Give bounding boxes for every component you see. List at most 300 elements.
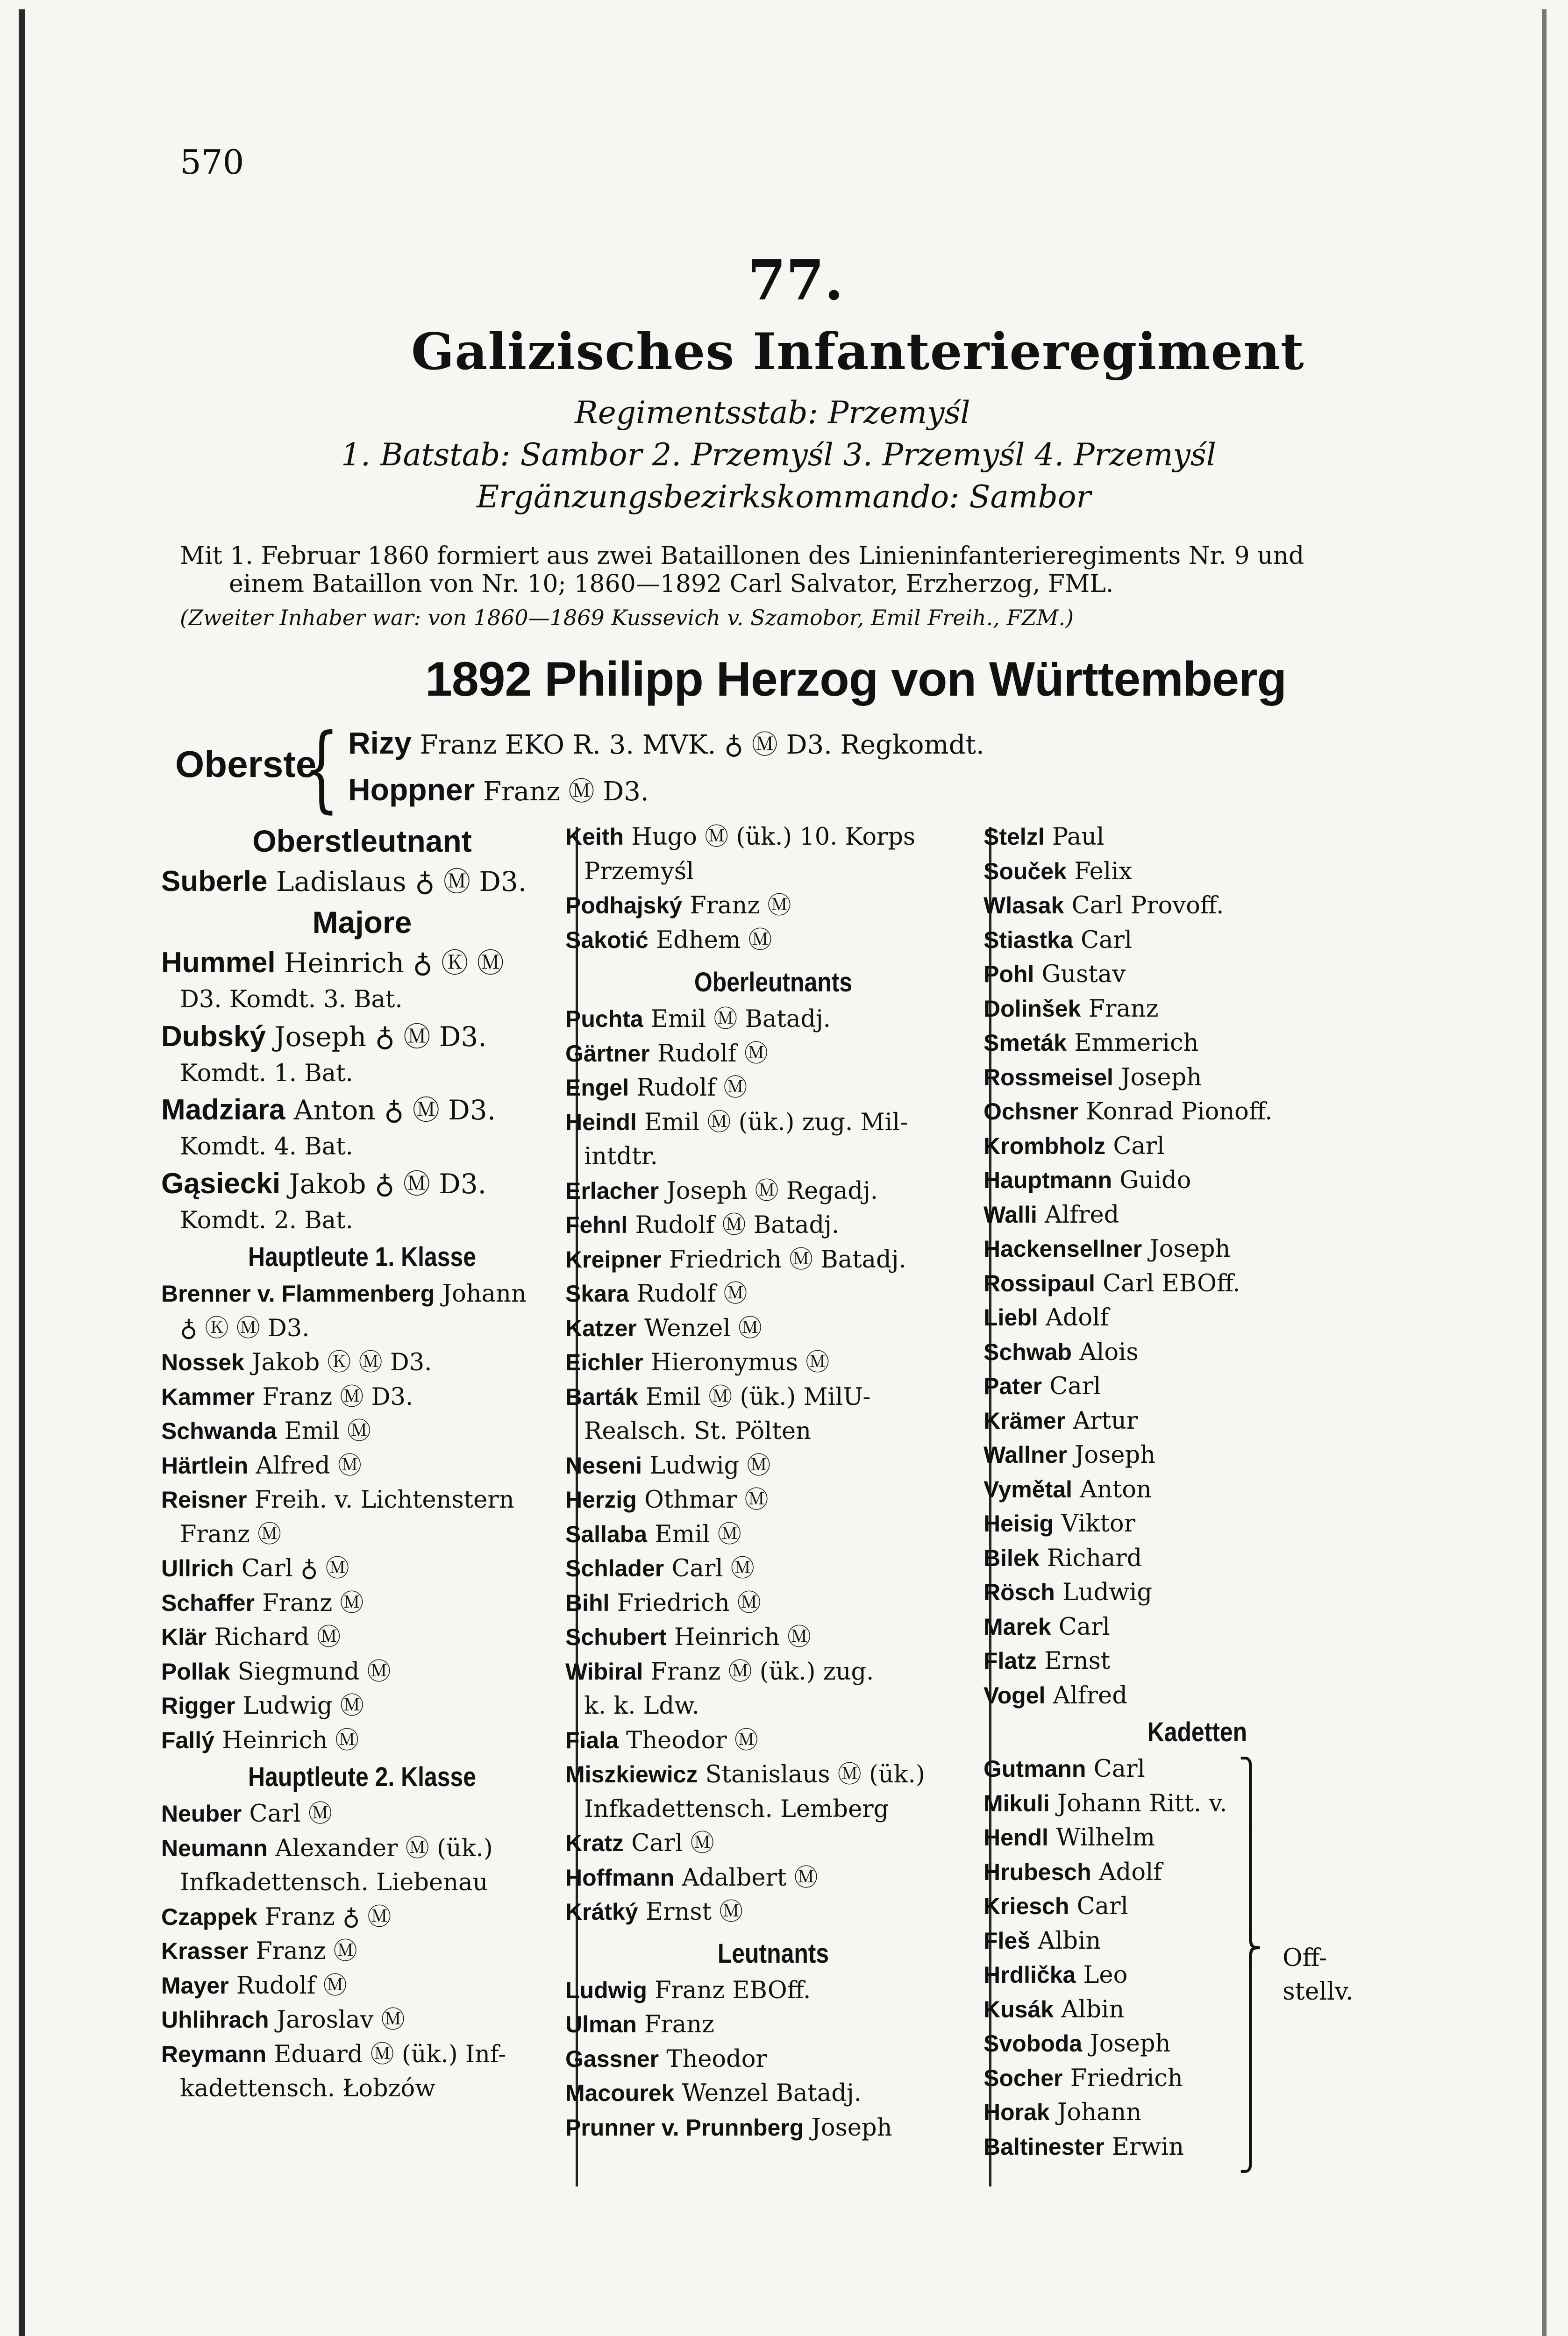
entry-name: Dolinšek bbox=[984, 995, 1081, 1022]
section-heading: Oberleutnants bbox=[694, 967, 853, 997]
entry-name: Kreipner bbox=[565, 1246, 662, 1273]
entry-details: Albin bbox=[1061, 1995, 1125, 2023]
entry-name: Schubert bbox=[565, 1624, 667, 1650]
list-item bbox=[984, 1267, 1339, 1301]
entry-details: Adalbert Ⓜ bbox=[682, 1864, 818, 1892]
entry-details: Friedrich bbox=[1070, 2064, 1183, 2092]
entry-details: Joseph bbox=[1090, 2030, 1171, 2058]
entry-details: Carl bbox=[1076, 1893, 1128, 1920]
list-item bbox=[565, 1037, 981, 1071]
list-item bbox=[161, 862, 563, 901]
list-item bbox=[565, 1208, 981, 1243]
list-item-continuation: k. k. Ldw. bbox=[584, 1692, 699, 1720]
entry-name: Gutmann bbox=[984, 1756, 1086, 1782]
list-item-continuation: Komdt. 4. Bat. bbox=[180, 1133, 353, 1161]
entry-name: Gassner bbox=[565, 2045, 659, 2072]
entry-details: Carl bbox=[1081, 926, 1133, 954]
entry-details: Friedrich Ⓜ bbox=[617, 1589, 761, 1617]
page-number: 570 bbox=[180, 142, 244, 182]
list-item-continuation: Infkadettensch. Lemberg bbox=[584, 1795, 889, 1823]
list-item bbox=[565, 1552, 981, 1586]
list-item-continuation: ♁ Ⓚ Ⓜ D3. bbox=[180, 1314, 310, 1342]
entry-details: Franz Ⓜ (ük.) zug. bbox=[650, 1658, 874, 1686]
entry-name: Kammer bbox=[161, 1383, 255, 1410]
entry-name: Krämer bbox=[984, 1407, 1066, 1434]
entry-name: Uhlihrach bbox=[161, 2007, 269, 2033]
entry-details: Hieronymus Ⓜ bbox=[650, 1349, 830, 1376]
list-item bbox=[161, 1414, 563, 1449]
list-item bbox=[161, 2037, 563, 2072]
entry-name: Sallaba bbox=[565, 1521, 648, 1547]
list-item-continuation: Przemyśl bbox=[584, 857, 694, 885]
entry-name: Wallner bbox=[984, 1442, 1067, 1468]
entry-name: Ulman bbox=[565, 2011, 637, 2037]
list-item bbox=[984, 1610, 1339, 1645]
entry-details: Anton bbox=[1080, 1475, 1152, 1503]
list-item bbox=[565, 1655, 981, 1689]
entry-details: Jakob Ⓚ Ⓜ D3. bbox=[252, 1349, 432, 1376]
entry-details: Emil Ⓜ bbox=[284, 1417, 371, 1445]
entry-name: Neumann bbox=[161, 1835, 268, 1861]
list-item-continuation: Komdt. 1. Bat. bbox=[180, 1059, 353, 1087]
entry-details: Joseph Ⓜ Regadj. bbox=[666, 1177, 878, 1205]
list-item bbox=[984, 1369, 1339, 1404]
list-item bbox=[161, 1017, 563, 1056]
entry-details: Rudolf Ⓜ bbox=[657, 1040, 768, 1068]
entry-name: Engel bbox=[565, 1075, 629, 1101]
entry-details: Alfred bbox=[1045, 1201, 1119, 1229]
entry-details: Johann bbox=[1057, 2099, 1142, 2126]
list-item bbox=[984, 1335, 1339, 1370]
regimentsstab: Regimentsstab: Przemyśl bbox=[575, 395, 970, 431]
oberst-name: Rizy bbox=[348, 726, 412, 760]
list-item bbox=[984, 2061, 1339, 2096]
kadetten-brace-icon: ⎫ ⎪ ⎪ ⎪ ⎪ ⎬ ⎪ ⎪ ⎪ ⎪ ⎪ ⎭ bbox=[1238, 1757, 1263, 2173]
list-item-continuation: intdtr. bbox=[584, 1143, 658, 1170]
list-item bbox=[565, 1724, 981, 1758]
list-item bbox=[984, 1575, 1339, 1610]
entry-name: Fehnl bbox=[565, 1212, 628, 1238]
entry-details: Joseph bbox=[1074, 1441, 1155, 1469]
list-item-continuation: D3. Komdt. 3. Bat. bbox=[180, 986, 403, 1013]
entry-details: Joseph ♁ Ⓜ D3. bbox=[274, 1020, 487, 1053]
entry-details: Ernst bbox=[1044, 1647, 1111, 1675]
entry-name: Hauptmann bbox=[984, 1167, 1112, 1193]
entry-name: Hummel bbox=[161, 947, 276, 979]
entry-details: Carl bbox=[1093, 1755, 1145, 1783]
entry-name: Fleš bbox=[984, 1927, 1031, 1954]
entry-name: Krombholz bbox=[984, 1132, 1106, 1159]
entry-details: Emmerich bbox=[1074, 1029, 1199, 1057]
entry-details: Heinrich ♁ Ⓚ Ⓜ bbox=[284, 947, 504, 979]
brace-icon: { bbox=[304, 714, 340, 823]
entry-details: Theodor bbox=[666, 2045, 767, 2073]
list-item bbox=[984, 1541, 1339, 1576]
entry-details: Erwin bbox=[1112, 2133, 1184, 2161]
list-item bbox=[984, 1301, 1339, 1335]
list-item bbox=[565, 1449, 981, 1483]
entry-name: Miszkiewicz bbox=[565, 1761, 698, 1788]
list-item bbox=[984, 1061, 1339, 1095]
oberst-details: Franz EKO R. 3. MVK. ♁ Ⓜ D3. Regkomdt. bbox=[420, 730, 984, 760]
list-item bbox=[984, 923, 1339, 958]
entry-details: Jaroslav Ⓜ bbox=[276, 2006, 405, 2034]
list-item bbox=[984, 1855, 1339, 1890]
entry-details: Emil Ⓜ bbox=[655, 1520, 741, 1548]
entry-details: Felix bbox=[1074, 857, 1133, 885]
entry-details: Rudolf Ⓜ Batadj. bbox=[635, 1211, 840, 1239]
entry-details: Stanislaus Ⓜ (ük.) bbox=[705, 1761, 925, 1788]
list-item bbox=[984, 992, 1339, 1026]
list-item bbox=[984, 1679, 1339, 1713]
list-item bbox=[984, 2130, 1339, 2165]
list-item bbox=[565, 889, 981, 923]
list-item bbox=[565, 1758, 981, 1792]
entry-name: Kusák bbox=[984, 1996, 1054, 2023]
list-item bbox=[161, 1090, 563, 1130]
entry-name: Souček bbox=[984, 858, 1067, 884]
list-item bbox=[161, 943, 563, 983]
list-item bbox=[984, 2027, 1339, 2061]
section-heading: Oberstleutnant bbox=[252, 824, 472, 858]
entry-name: Pollak bbox=[161, 1658, 230, 1685]
entry-details: Emil Ⓜ (ük.) zug. Mil- bbox=[644, 1108, 908, 1136]
entry-name: Baltinester bbox=[984, 2133, 1105, 2160]
list-item bbox=[984, 1026, 1339, 1061]
section-heading: Majore bbox=[312, 905, 412, 940]
list-item bbox=[565, 1311, 981, 1346]
entry-details: Emil Ⓜ (ük.) MilU- bbox=[645, 1383, 871, 1411]
entry-name: Flatz bbox=[984, 1648, 1037, 1674]
column-2 bbox=[565, 820, 981, 2145]
entry-details: Johann bbox=[442, 1280, 527, 1308]
list-item bbox=[565, 1483, 981, 1517]
list-item bbox=[984, 1232, 1339, 1267]
list-item bbox=[984, 1095, 1339, 1129]
regiment-number: 77. bbox=[748, 248, 844, 313]
entry-name: Fiala bbox=[565, 1727, 619, 1753]
list-item bbox=[984, 1473, 1339, 1507]
entry-details: Carl Ⓜ bbox=[631, 1830, 714, 1857]
list-item bbox=[565, 1243, 981, 1277]
entry-name: Reymann bbox=[161, 2041, 267, 2067]
list-item bbox=[565, 2111, 981, 2145]
entry-details: Hugo Ⓜ (ük.) 10. Korps bbox=[631, 823, 916, 851]
entry-details: Franz Ⓜ bbox=[690, 892, 791, 919]
entry-details: Alois bbox=[1079, 1338, 1139, 1366]
list-item bbox=[565, 1105, 981, 1140]
list-item bbox=[161, 1483, 563, 1517]
list-item bbox=[161, 1277, 563, 1311]
list-item bbox=[565, 1277, 981, 1311]
entry-name: Prunner v. Prunnberg bbox=[565, 2114, 804, 2141]
entry-name: Ochsner bbox=[984, 1098, 1078, 1125]
entry-name: Erlacher bbox=[565, 1177, 659, 1204]
entry-name: Ludwig bbox=[565, 1977, 647, 2003]
list-item bbox=[565, 2042, 981, 2077]
list-item bbox=[161, 1934, 563, 1969]
inhaber-heading: 1892 Philipp Herzog von Württemberg bbox=[425, 652, 1287, 706]
entry-details: Richard bbox=[1047, 1544, 1142, 1572]
oberst-entry bbox=[348, 771, 649, 808]
list-item bbox=[984, 1752, 1339, 1787]
entry-name: Herzig bbox=[565, 1487, 637, 1513]
list-item bbox=[565, 2076, 981, 2111]
list-item bbox=[565, 923, 981, 958]
entry-name: Horak bbox=[984, 2099, 1050, 2125]
entry-name: Hrdlička bbox=[984, 1962, 1076, 1988]
list-item bbox=[565, 1346, 981, 1380]
entry-details: Siegmund Ⓜ bbox=[237, 1658, 391, 1686]
entry-details: Konrad Pionoff. bbox=[1086, 1098, 1273, 1125]
list-item bbox=[565, 1973, 981, 2008]
entry-name: Suberle bbox=[161, 865, 268, 897]
entry-details: Othmar Ⓜ bbox=[644, 1486, 769, 1514]
regiment-title: Galizisches Infanterieregiment bbox=[411, 322, 1304, 381]
entry-details: Franz bbox=[644, 2011, 714, 2038]
list-item-continuation: Infkadettensch. Liebenau bbox=[180, 1869, 488, 1896]
entry-details: Ludwig bbox=[1062, 1579, 1153, 1606]
entry-details: Freih. v. Lichtenstern bbox=[254, 1486, 514, 1514]
list-item bbox=[565, 1071, 981, 1105]
list-item-continuation: Komdt. 2. Bat. bbox=[180, 1206, 353, 1234]
list-item bbox=[984, 855, 1339, 889]
entry-details: Eduard Ⓜ (ük.) Inf- bbox=[274, 2040, 506, 2068]
entry-name: Stelzl bbox=[984, 824, 1045, 850]
entry-details: Carl bbox=[1058, 1613, 1110, 1641]
entry-details: Friedrich Ⓜ Batadj. bbox=[669, 1246, 906, 1274]
entry-details: Ernst Ⓜ bbox=[645, 1898, 743, 1926]
entry-details: Gustav bbox=[1041, 961, 1126, 988]
entry-name: Bihl bbox=[565, 1589, 610, 1616]
entry-name: Pohl bbox=[984, 961, 1034, 987]
entry-name: Hendl bbox=[984, 1824, 1048, 1851]
list-item bbox=[161, 1620, 563, 1655]
oberst-name: Hoppner bbox=[348, 772, 475, 807]
list-item bbox=[984, 1507, 1339, 1541]
entry-name: Czappek bbox=[161, 1903, 257, 1930]
entry-details: Franz Ⓜ bbox=[262, 1589, 364, 1617]
entry-name: Rossmeisel bbox=[984, 1064, 1113, 1090]
entry-details: Carl Provoff. bbox=[1071, 892, 1224, 919]
list-item bbox=[161, 1831, 563, 1866]
entry-name: Madziara bbox=[161, 1094, 285, 1126]
offstellv-label: Off-stellv. bbox=[1283, 1944, 1354, 2006]
list-item bbox=[984, 1129, 1339, 1164]
entry-name: Stiastka bbox=[984, 926, 1073, 953]
entry-details: Anton ♁ Ⓜ D3. bbox=[293, 1094, 496, 1126]
entry-name: Keith bbox=[565, 824, 624, 850]
entry-name: Schwab bbox=[984, 1339, 1072, 1365]
entry-name: Marek bbox=[984, 1613, 1051, 1640]
list-item bbox=[161, 1164, 563, 1204]
entry-name: Mikuli bbox=[984, 1790, 1050, 1816]
entry-name: Bilek bbox=[984, 1545, 1040, 1571]
entry-name: Schaffer bbox=[161, 1589, 255, 1616]
oberst-details: Franz Ⓜ D3. bbox=[483, 776, 649, 807]
entry-name: Klär bbox=[161, 1624, 207, 1650]
entry-name: Mayer bbox=[161, 1972, 229, 1999]
list-item bbox=[984, 1821, 1339, 1855]
entry-name: Eichler bbox=[565, 1349, 643, 1375]
entry-name: Neseni bbox=[565, 1452, 642, 1479]
entry-details: Artur bbox=[1073, 1407, 1138, 1435]
entry-name: Puchta bbox=[565, 1006, 643, 1032]
entry-name: Macourek bbox=[565, 2080, 675, 2106]
entry-name: Socher bbox=[984, 2065, 1063, 2091]
list-item bbox=[565, 1861, 981, 1895]
entry-name: Nossek bbox=[161, 1349, 244, 1375]
list-item bbox=[161, 1689, 563, 1724]
section-heading: Hauptleute 2. Klasse bbox=[248, 1762, 476, 1792]
batstab: 1. Batstab: Sambor 2. Przemyśl 3. Przemyśl 4. Przemyśl bbox=[341, 437, 1216, 473]
entry-details: Alexander Ⓜ (ük.) bbox=[275, 1834, 493, 1862]
entry-name: Gąsiecki bbox=[161, 1167, 281, 1200]
entry-details: Franz Ⓜ bbox=[256, 1937, 357, 1965]
ergaenzung: Ergänzungsbezirkskommando: Sambor bbox=[477, 479, 1091, 515]
entry-details: Carl EBOff. bbox=[1103, 1269, 1240, 1297]
entry-name: Kriesch bbox=[984, 1893, 1069, 1919]
entry-details: Carl bbox=[1113, 1132, 1165, 1160]
list-item bbox=[984, 889, 1339, 923]
entry-name: Härtlein bbox=[161, 1452, 249, 1479]
history-line-3: (Zweiter Inhaber war: von 1860—1869 Kussevich v. Szamobor, Emil Freih., FZM.) bbox=[180, 605, 1074, 630]
entry-details: Franz EBOff. bbox=[655, 1976, 811, 2004]
entry-name: Heisig bbox=[984, 1510, 1054, 1537]
entry-details: Joseph bbox=[811, 2114, 892, 2142]
entry-name: Walli bbox=[984, 1201, 1037, 1228]
entry-name: Hackensellner bbox=[984, 1236, 1142, 1262]
list-item bbox=[565, 1380, 981, 1415]
section-heading: Hauptleute 1. Klasse bbox=[248, 1242, 476, 1272]
list-item bbox=[565, 1826, 981, 1861]
list-item bbox=[984, 1787, 1339, 1821]
entry-details: Leo bbox=[1083, 1961, 1128, 1989]
entry-name: Vogel bbox=[984, 1682, 1046, 1709]
list-item bbox=[984, 1438, 1339, 1473]
list-item bbox=[161, 1655, 563, 1689]
entry-details: Emil Ⓜ Batadj. bbox=[650, 1005, 831, 1033]
entry-name: Rossipaul bbox=[984, 1270, 1095, 1296]
entry-details: Franz bbox=[1088, 995, 1159, 1023]
list-item bbox=[161, 1724, 563, 1758]
entry-details: Heinrich Ⓜ bbox=[222, 1726, 359, 1754]
list-item bbox=[984, 1889, 1339, 1924]
entry-details: Joseph bbox=[1121, 1063, 1202, 1091]
list-item bbox=[984, 1404, 1339, 1439]
entry-details: Franz Ⓜ D3. bbox=[262, 1383, 413, 1411]
list-item-continuation: Realsch. St. Pölten bbox=[584, 1417, 811, 1445]
entry-name: Fallý bbox=[161, 1727, 214, 1753]
entry-details: Carl Ⓜ bbox=[671, 1555, 755, 1582]
entry-name: Neuber bbox=[161, 1801, 242, 1827]
list-item bbox=[565, 2008, 981, 2042]
list-item bbox=[161, 1552, 563, 1586]
section-heading: Kadetten bbox=[1147, 1717, 1247, 1747]
entry-details: Jakob ♁ Ⓜ D3. bbox=[289, 1168, 487, 1200]
entry-name: Smeták bbox=[984, 1030, 1067, 1056]
list-item bbox=[565, 1895, 981, 1930]
entry-name: Reisner bbox=[161, 1487, 247, 1513]
entry-details: Viktor bbox=[1061, 1510, 1136, 1538]
entry-details: Rudolf Ⓜ bbox=[236, 1972, 347, 2000]
entry-details: Adolf bbox=[1045, 1304, 1109, 1332]
entry-details: Carl ♁ Ⓜ bbox=[241, 1555, 349, 1582]
entry-details: Alfred bbox=[1053, 1681, 1127, 1709]
entry-name: Gärtner bbox=[565, 1040, 650, 1067]
entry-details: Wenzel Batadj. bbox=[682, 2080, 862, 2107]
list-item bbox=[161, 1797, 563, 1831]
oberste-label: Oberste bbox=[175, 743, 317, 785]
list-item-continuation: kadettensch. Łobzów bbox=[180, 2075, 435, 2102]
entry-details: Adolf bbox=[1098, 1858, 1162, 1886]
entry-details: Rudolf Ⓜ bbox=[636, 1074, 748, 1102]
list-item bbox=[984, 1163, 1339, 1198]
entry-name: Schwanda bbox=[161, 1418, 277, 1444]
entry-name: Ullrich bbox=[161, 1555, 234, 1581]
entry-name: Kratz bbox=[565, 1830, 624, 1856]
entry-name: Sakotić bbox=[565, 926, 649, 953]
entry-name: Wibiral bbox=[565, 1658, 643, 1685]
list-item bbox=[161, 1969, 563, 2003]
entry-name: Dubský bbox=[161, 1020, 266, 1053]
list-item bbox=[161, 1380, 563, 1415]
list-item bbox=[984, 1644, 1339, 1679]
entry-name: Skara bbox=[565, 1281, 629, 1307]
entry-name: Rösch bbox=[984, 1579, 1055, 1605]
entry-name: Wlasak bbox=[984, 892, 1064, 919]
entry-details: Carl Ⓜ bbox=[249, 1800, 332, 1828]
entry-details: Richard Ⓜ bbox=[214, 1624, 341, 1651]
entry-details: Ladislaus ♁ Ⓜ D3. bbox=[276, 866, 527, 897]
entry-details: Rudolf Ⓜ bbox=[636, 1280, 748, 1308]
list-item bbox=[161, 2003, 563, 2037]
entry-details: Guido bbox=[1119, 1167, 1191, 1194]
oberst-entry bbox=[348, 724, 984, 762]
entry-name: Brenner v. Flammenberg bbox=[161, 1281, 435, 1307]
list-item bbox=[565, 1174, 981, 1209]
list-item bbox=[565, 1517, 981, 1552]
entry-details: Wenzel Ⓜ bbox=[644, 1314, 762, 1342]
list-item-continuation: Franz Ⓜ bbox=[180, 1520, 282, 1548]
list-item bbox=[565, 820, 981, 855]
list-item bbox=[984, 820, 1339, 855]
entry-name: Podhajský bbox=[565, 892, 683, 919]
entry-name: Pater bbox=[984, 1373, 1042, 1399]
column-1 bbox=[161, 820, 563, 2106]
entry-details: Albin bbox=[1038, 1927, 1101, 1955]
list-item bbox=[565, 1586, 981, 1621]
entry-name: Svoboda bbox=[984, 2030, 1083, 2057]
entry-details: Heinrich Ⓜ bbox=[674, 1624, 812, 1651]
entry-details: Franz ♁ Ⓜ bbox=[264, 1903, 392, 1931]
entry-details: Alfred Ⓜ bbox=[256, 1452, 362, 1480]
entry-details: Ludwig Ⓜ bbox=[649, 1452, 771, 1480]
entry-name: Vymětal bbox=[984, 1476, 1072, 1503]
entry-details: Wilhelm bbox=[1056, 1824, 1155, 1852]
list-item bbox=[565, 1620, 981, 1655]
list-item bbox=[161, 1346, 563, 1380]
entry-details: Johann Ritt. v. bbox=[1057, 1789, 1227, 1817]
entry-details: Theodor Ⓜ bbox=[626, 1726, 758, 1754]
entry-name: Schlader bbox=[565, 1555, 664, 1581]
entry-name: Heindl bbox=[565, 1109, 637, 1135]
entry-name: Krasser bbox=[161, 1938, 249, 1964]
entry-details: Ludwig Ⓜ bbox=[242, 1692, 364, 1720]
list-item bbox=[161, 1586, 563, 1621]
entry-name: Hoffmann bbox=[565, 1864, 675, 1891]
history-line-1: Mit 1. Februar 1860 formiert aus zwei Bataillonen des Linieninfanterieregiments Nr. 9 und bbox=[180, 542, 1304, 570]
